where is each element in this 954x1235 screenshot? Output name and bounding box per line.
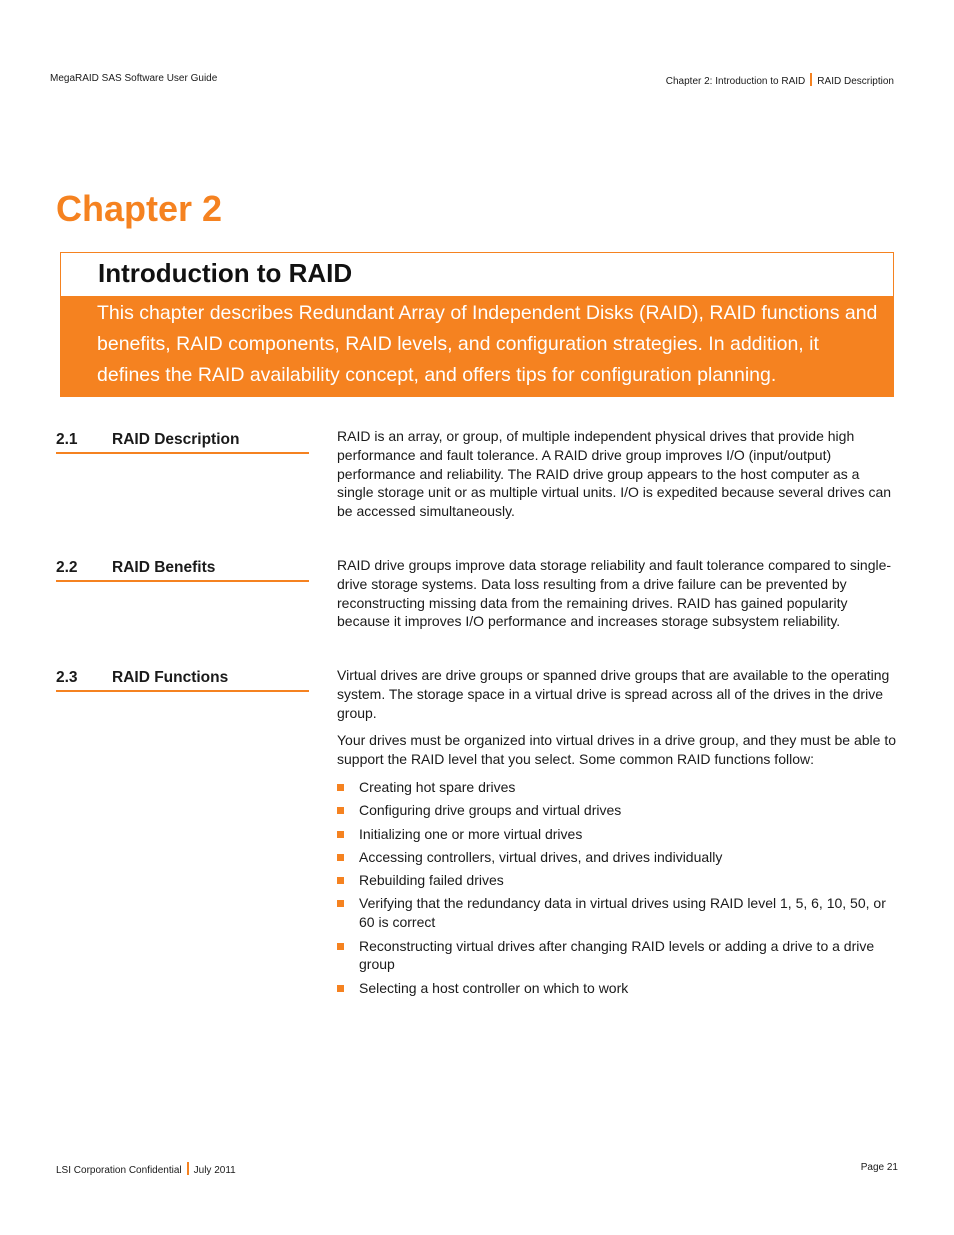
list-item-text: Creating hot spare drives: [359, 778, 516, 795]
list-item: [337, 825, 899, 844]
section-heading-raid-description: [56, 431, 309, 454]
section-number: 2.1: [56, 431, 78, 448]
square-bullet-icon: [337, 831, 344, 838]
section-title: RAID Benefits: [112, 559, 216, 576]
section-body-raid-description: [337, 427, 899, 530]
section-number: 2.2: [56, 559, 78, 576]
section-body-raid-benefits: [337, 556, 899, 640]
paragraph: RAID is an array, or group, of multiple independent physical drives that provide high performance and fault tolerance. A RAID drive group improves I/O (input/output) performance and reliability. The RAID drive group appears to the host computer as a single storage unit or as multiple virtual units. I/O is expedited because several drives can be accessed simultaneously.: [337, 428, 892, 520]
footer-info: [56, 1162, 236, 1176]
header-chapter: Chapter 2: Introduction to RAID: [665, 76, 806, 87]
raid-functions-list: [337, 778, 899, 997]
list-item-text: Initializing one or more virtual drives: [359, 825, 583, 842]
square-bullet-icon: [337, 985, 344, 992]
square-bullet-icon: [337, 807, 344, 814]
list-item: [337, 778, 899, 797]
list-item-text: Reconstructing virtual drives after changing RAID levels or adding a drive to a drive group: [359, 937, 875, 973]
square-bullet-icon: [337, 784, 344, 791]
footer-separator: [187, 1162, 189, 1175]
paragraph: Virtual drives are drive groups or spanned drive groups that are available to the operating system. The storage space in a virtual drive is spread across all of the drives in the drive group.: [337, 667, 890, 721]
list-item: [337, 848, 899, 867]
list-item: [337, 894, 899, 932]
list-item: [337, 979, 899, 998]
section-heading-raid-functions: [56, 669, 309, 692]
section-heading-raid-benefits: [56, 559, 309, 582]
list-item: [337, 871, 899, 890]
footer-date: July 2011: [193, 1165, 236, 1176]
square-bullet-icon: [337, 877, 344, 884]
intro-box: [60, 252, 894, 397]
list-item-text: Verifying that the redundancy data in virtual drives using RAID level 1, 5, 6, 10, 50, or 60 is correct: [359, 895, 886, 931]
section-title: RAID Functions: [112, 669, 229, 686]
header-section: RAID Description: [817, 76, 894, 87]
list-item: [337, 801, 899, 820]
square-bullet-icon: [337, 943, 344, 950]
intro-band: [60, 296, 894, 397]
paragraph: Your drives must be organized into virtual drives in a drive group, and they must be able to support the RAID level that you select. Some common RAID functions follow:: [337, 732, 897, 768]
page-number: Page 21: [860, 1162, 898, 1173]
section-body-raid-functions: [337, 666, 899, 1002]
list-item-text: Accessing controllers, virtual drives, and drives individually: [359, 848, 723, 865]
page-header: [50, 73, 894, 87]
header-doc-title: MegaRAID SAS Software User Guide: [50, 73, 218, 84]
section-title: RAID Description: [112, 431, 240, 448]
list-item-text: Selecting a host controller on which to work: [359, 979, 629, 996]
list-item-text: Rebuilding failed drives: [359, 872, 504, 889]
intro-title: Introduction to RAID: [98, 258, 353, 288]
list-item-text: Configuring drive groups and virtual drives: [359, 802, 622, 819]
header-breadcrumb: [666, 73, 894, 87]
intro-description: This chapter describes Redundant Array of Independent Disks (RAID), RAID functions and benefits, RAID components, RAID levels, and configuration strategies. In addition, it defines the RAID availability concept, and offers tips for configuration planning.: [97, 302, 878, 386]
chapter-title: Chapter 2: [56, 188, 223, 229]
list-item: [337, 937, 899, 975]
section-number: 2.3: [56, 669, 78, 686]
square-bullet-icon: [337, 854, 344, 861]
page-footer: [56, 1162, 898, 1176]
paragraph: RAID drive groups improve data storage reliability and fault tolerance compared to single-drive storage systems. Data loss resulting from a drive failure can be prevented by reconstructing missing data from the remaining drives. RAID has gained popularity because it improves I/O performance and increases storage subsystem reliability.: [337, 557, 892, 630]
footer-confidential: LSI Corporation Confidential: [56, 1165, 182, 1176]
header-separator: [810, 73, 812, 86]
square-bullet-icon: [337, 900, 344, 907]
